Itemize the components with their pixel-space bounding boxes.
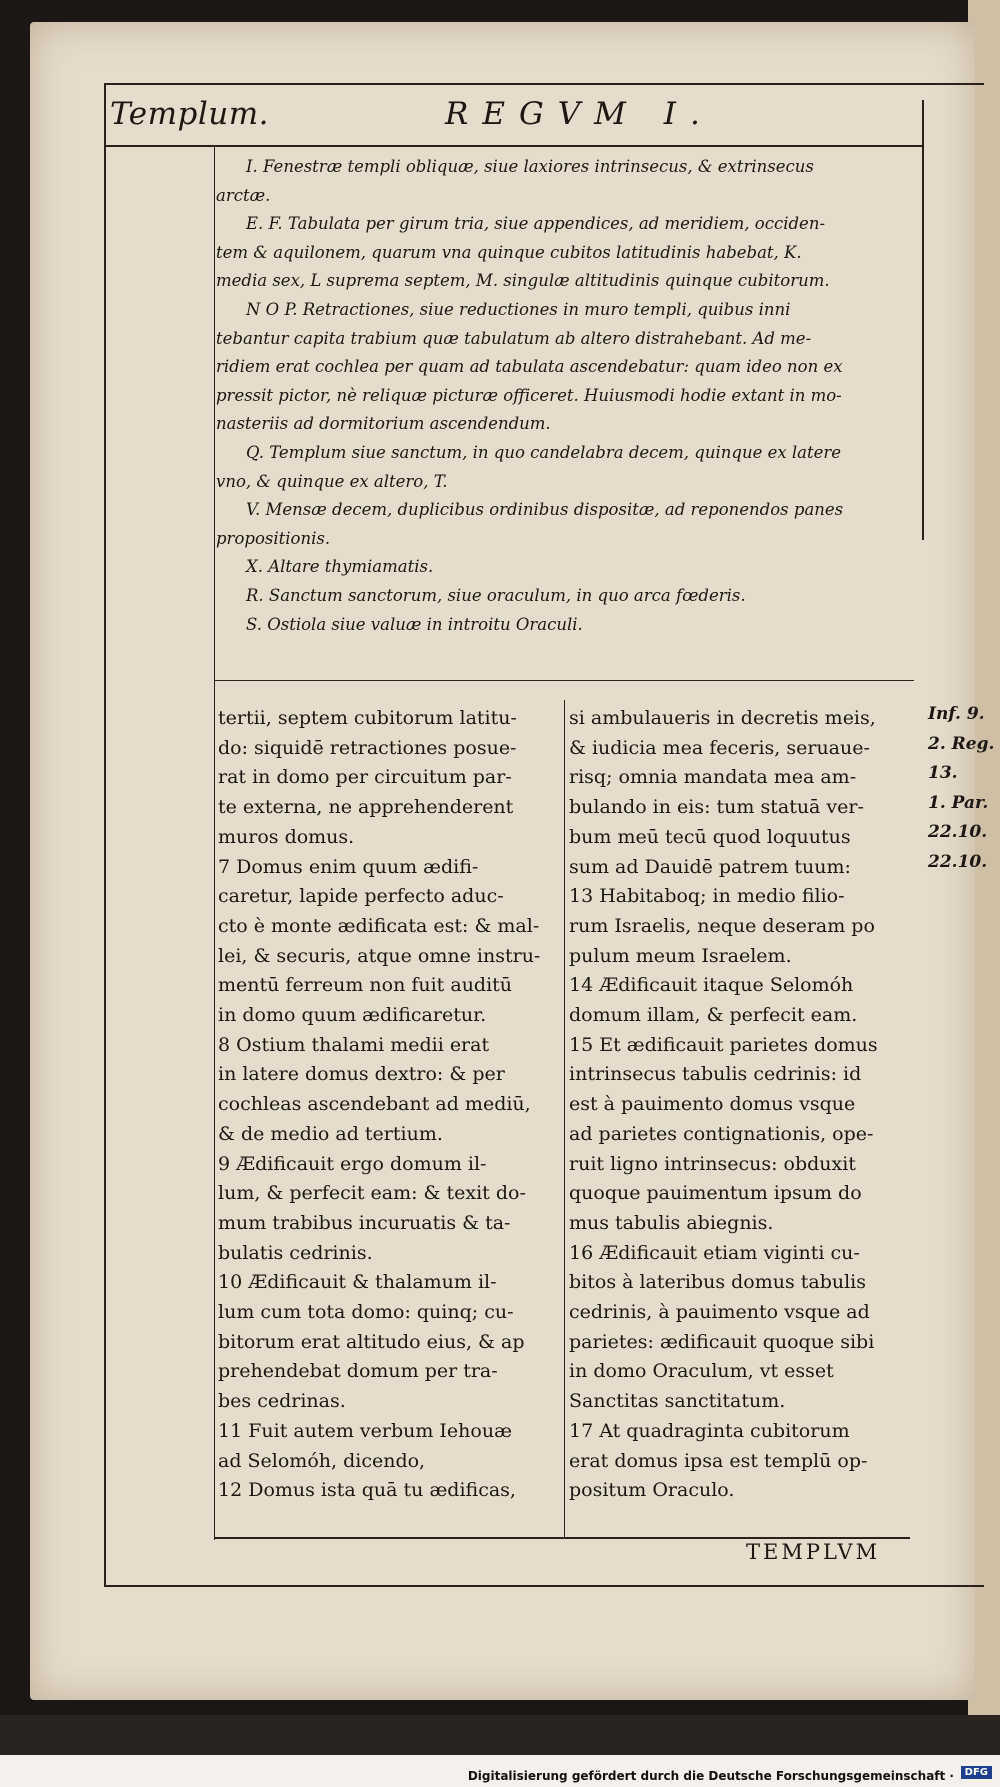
scan-background — [0, 1715, 1000, 1755]
text-line: erat domus ipsa est templū op- — [569, 1449, 868, 1472]
text-line: quoque pauimentum ipsum do — [569, 1182, 862, 1205]
bottom-rule — [104, 1585, 984, 1587]
text-line: & de medio ad tertium. — [218, 1122, 443, 1145]
text-line: lei, & securis, atque omne instru- — [218, 944, 541, 967]
margin-note: Inf. 9. — [928, 704, 985, 724]
running-head-left: Templum. — [110, 96, 269, 132]
text-line: domum illam, & perfecit eam. — [569, 1004, 858, 1027]
legend-line: tebantur capita trabium quæ tabulatum ab altero distrahebant. Ad me- — [216, 328, 812, 348]
text-line: tertii, septem cubitorum latitu- — [218, 707, 517, 729]
text-line: 17 At quadraginta cubitorum — [569, 1419, 850, 1442]
text-line: 15 Et ædificauit parietes domus — [569, 1033, 878, 1056]
text-line: cochleas ascendebant ad mediū, — [218, 1093, 531, 1116]
text-line: risq; omnia mandata mea am- — [569, 766, 857, 789]
right-frame-line — [922, 100, 924, 540]
text-line: ad parietes contignationis, ope- — [569, 1122, 874, 1145]
text-line: 8 Ostium thalami medii erat — [218, 1033, 490, 1056]
dfg-logo: DFG — [961, 1766, 992, 1779]
text-bottom-rule — [214, 1537, 910, 1539]
text-line: bum meū tecū quod loquutus — [569, 825, 851, 848]
catchword: TEMPLVM — [746, 1540, 881, 1564]
text-line: cedrinis, à pauimento vsque ad — [569, 1301, 870, 1324]
text-line: 14 Ædificauit itaque Selomóh — [569, 974, 854, 997]
text-column-right — [569, 704, 909, 1506]
margin-note: 22.10. — [928, 822, 988, 842]
text-line: mentū ferreum non fuit auditū — [218, 974, 513, 997]
text-line: te externa, ne apprehenderent — [218, 796, 514, 819]
text-line: bitorum erat altitudo eius, & ap — [218, 1330, 525, 1353]
legend-line: N O P. Retractiones, siue reductiones in muro templi, quibus inni — [246, 299, 791, 319]
text-line: 7 Domus enim quum ædifi- — [218, 855, 479, 878]
text-line: sum ad Dauidē patrem tuum: — [569, 855, 851, 878]
text-line: Sanctitas sanctitatum. — [569, 1390, 786, 1413]
legend-line: E. F. Tabulata per girum tria, siue appendices, ad meridiem, occiden- — [246, 214, 826, 234]
text-line: & iudicia mea feceris, seruaue- — [569, 736, 870, 759]
legend-line: I. Fenestræ templi obliquæ, siue laxiores intrinsecus, & extrinsecus — [246, 157, 814, 176]
legend-line: media sex, L suprema septem, M. singulæ altitudinis quinque cubitorum. — [216, 271, 830, 291]
text-line: mum trabibus incuruatis & ta- — [218, 1211, 511, 1234]
text-line: intrinsecus tabulis cedrinis: id — [569, 1063, 862, 1086]
text-line: ruit ligno intrinsecus: obduxit — [569, 1152, 856, 1175]
margin-note: 2. Reg. — [928, 733, 995, 754]
text-line: bulatis cedrinis. — [218, 1241, 373, 1264]
top-rule — [104, 83, 984, 85]
text-line: in domo Oraculum, vt esset — [569, 1360, 834, 1383]
text-line: rat in domo per circuitum par- — [218, 766, 512, 789]
margin-note: 22.10. — [928, 851, 988, 872]
running-head-title: REGVM I. — [445, 96, 714, 132]
text-line: 16 Ædificauit etiam viginti cu- — [569, 1241, 860, 1264]
text-line: si ambulaueris in decretis meis, — [569, 707, 876, 729]
text-line: pulum meum Israelem. — [569, 944, 792, 967]
text-line: mus tabulis abiegnis. — [569, 1211, 774, 1234]
text-line: bulando in eis: tum statuā ver- — [569, 796, 864, 819]
header-rule — [104, 145, 924, 147]
legend-line: Q. Templum siue sanctum, in quo candelabra decem, quinque ex latere — [246, 442, 842, 462]
text-line: 9 Ædificauit ergo domum il- — [218, 1152, 487, 1175]
legend-line: vno, & quinque ex altero, T. — [216, 471, 448, 491]
legend-line: pressit pictor, nè reliquæ picturæ officeret. Huiusmodi hodie extant in mo- — [216, 385, 842, 405]
text-line: prehendebat domum per tra- — [218, 1360, 498, 1383]
text-line: bitos à lateribus domus tabulis — [569, 1271, 867, 1294]
text-line: do: siquidē retractiones posue- — [218, 736, 517, 759]
legend-line: nasteriis ad dormitorium ascendendum. — [216, 414, 551, 434]
text-line: est à pauimento domus vsque — [569, 1093, 856, 1116]
left-inner-line — [214, 145, 215, 1540]
text-line: cto è monte ædificata est: & mal- — [218, 914, 540, 937]
text-line: lum, & perfecit eam: & texit do- — [218, 1182, 526, 1205]
text-line: 13 Habitaboq; in medio filio- — [569, 885, 845, 908]
figure-legend — [216, 153, 916, 639]
marginal-references — [928, 700, 994, 877]
text-line: 11 Fuit autem verbum Iehouæ — [218, 1419, 512, 1442]
text-line: 12 Domus ista quā tu ædificas, — [218, 1479, 516, 1502]
legend-line: V. Mensæ decem, duplicibus ordinibus dispositæ, ad reponendos panes — [246, 500, 844, 520]
text-line: muros domus. — [218, 825, 355, 848]
text-line: rum Israelis, neque deseram po — [569, 914, 875, 937]
legend-line: R. Sanctum sanctorum, siue oraculum, in quo arca fœderis. — [246, 585, 746, 605]
text-line: caretur, lapide perfecto aduc- — [218, 885, 504, 908]
legend-line: X. Altare thymiamatis. — [246, 557, 434, 577]
legend-line: ridiem erat cochlea per quam ad tabulata ascendebatur: quam ideo non ex — [216, 357, 843, 377]
text-column-left — [218, 704, 558, 1506]
left-frame-line — [104, 85, 106, 1587]
legend-line: propositionis. — [216, 528, 331, 548]
text-line: ad Selomóh, dicendo, — [218, 1449, 426, 1472]
legend-line: tem & aquilonem, quarum vna quinque cubitos latitudinis habebat, K. — [216, 242, 802, 262]
legend-bottom-rule — [214, 680, 914, 681]
margin-note: 1. Par. — [928, 792, 989, 813]
legend-line: S. Ostiola siue valuæ in introitu Oraculi. — [246, 614, 583, 634]
text-line: bes cedrinas. — [218, 1390, 346, 1413]
text-line: in latere domus dextro: & per — [218, 1063, 505, 1086]
text-line: parietes: ædificauit quoque sibi — [569, 1330, 875, 1353]
text-line: positum Oraculo. — [569, 1479, 735, 1502]
text-line: lum cum tota domo: quinq; cu- — [218, 1301, 514, 1324]
column-divider — [564, 700, 565, 1538]
footer-credit: Digitalisierung gefördert durch die Deutsche Forschungsgemeinschaft · — [467, 1769, 954, 1783]
text-line: 10 Ædificauit & thalamum il- — [218, 1271, 497, 1294]
legend-line: arctæ. — [216, 185, 271, 205]
margin-note: 13. — [928, 763, 958, 783]
text-line: in domo quum ædificaretur. — [218, 1004, 487, 1027]
